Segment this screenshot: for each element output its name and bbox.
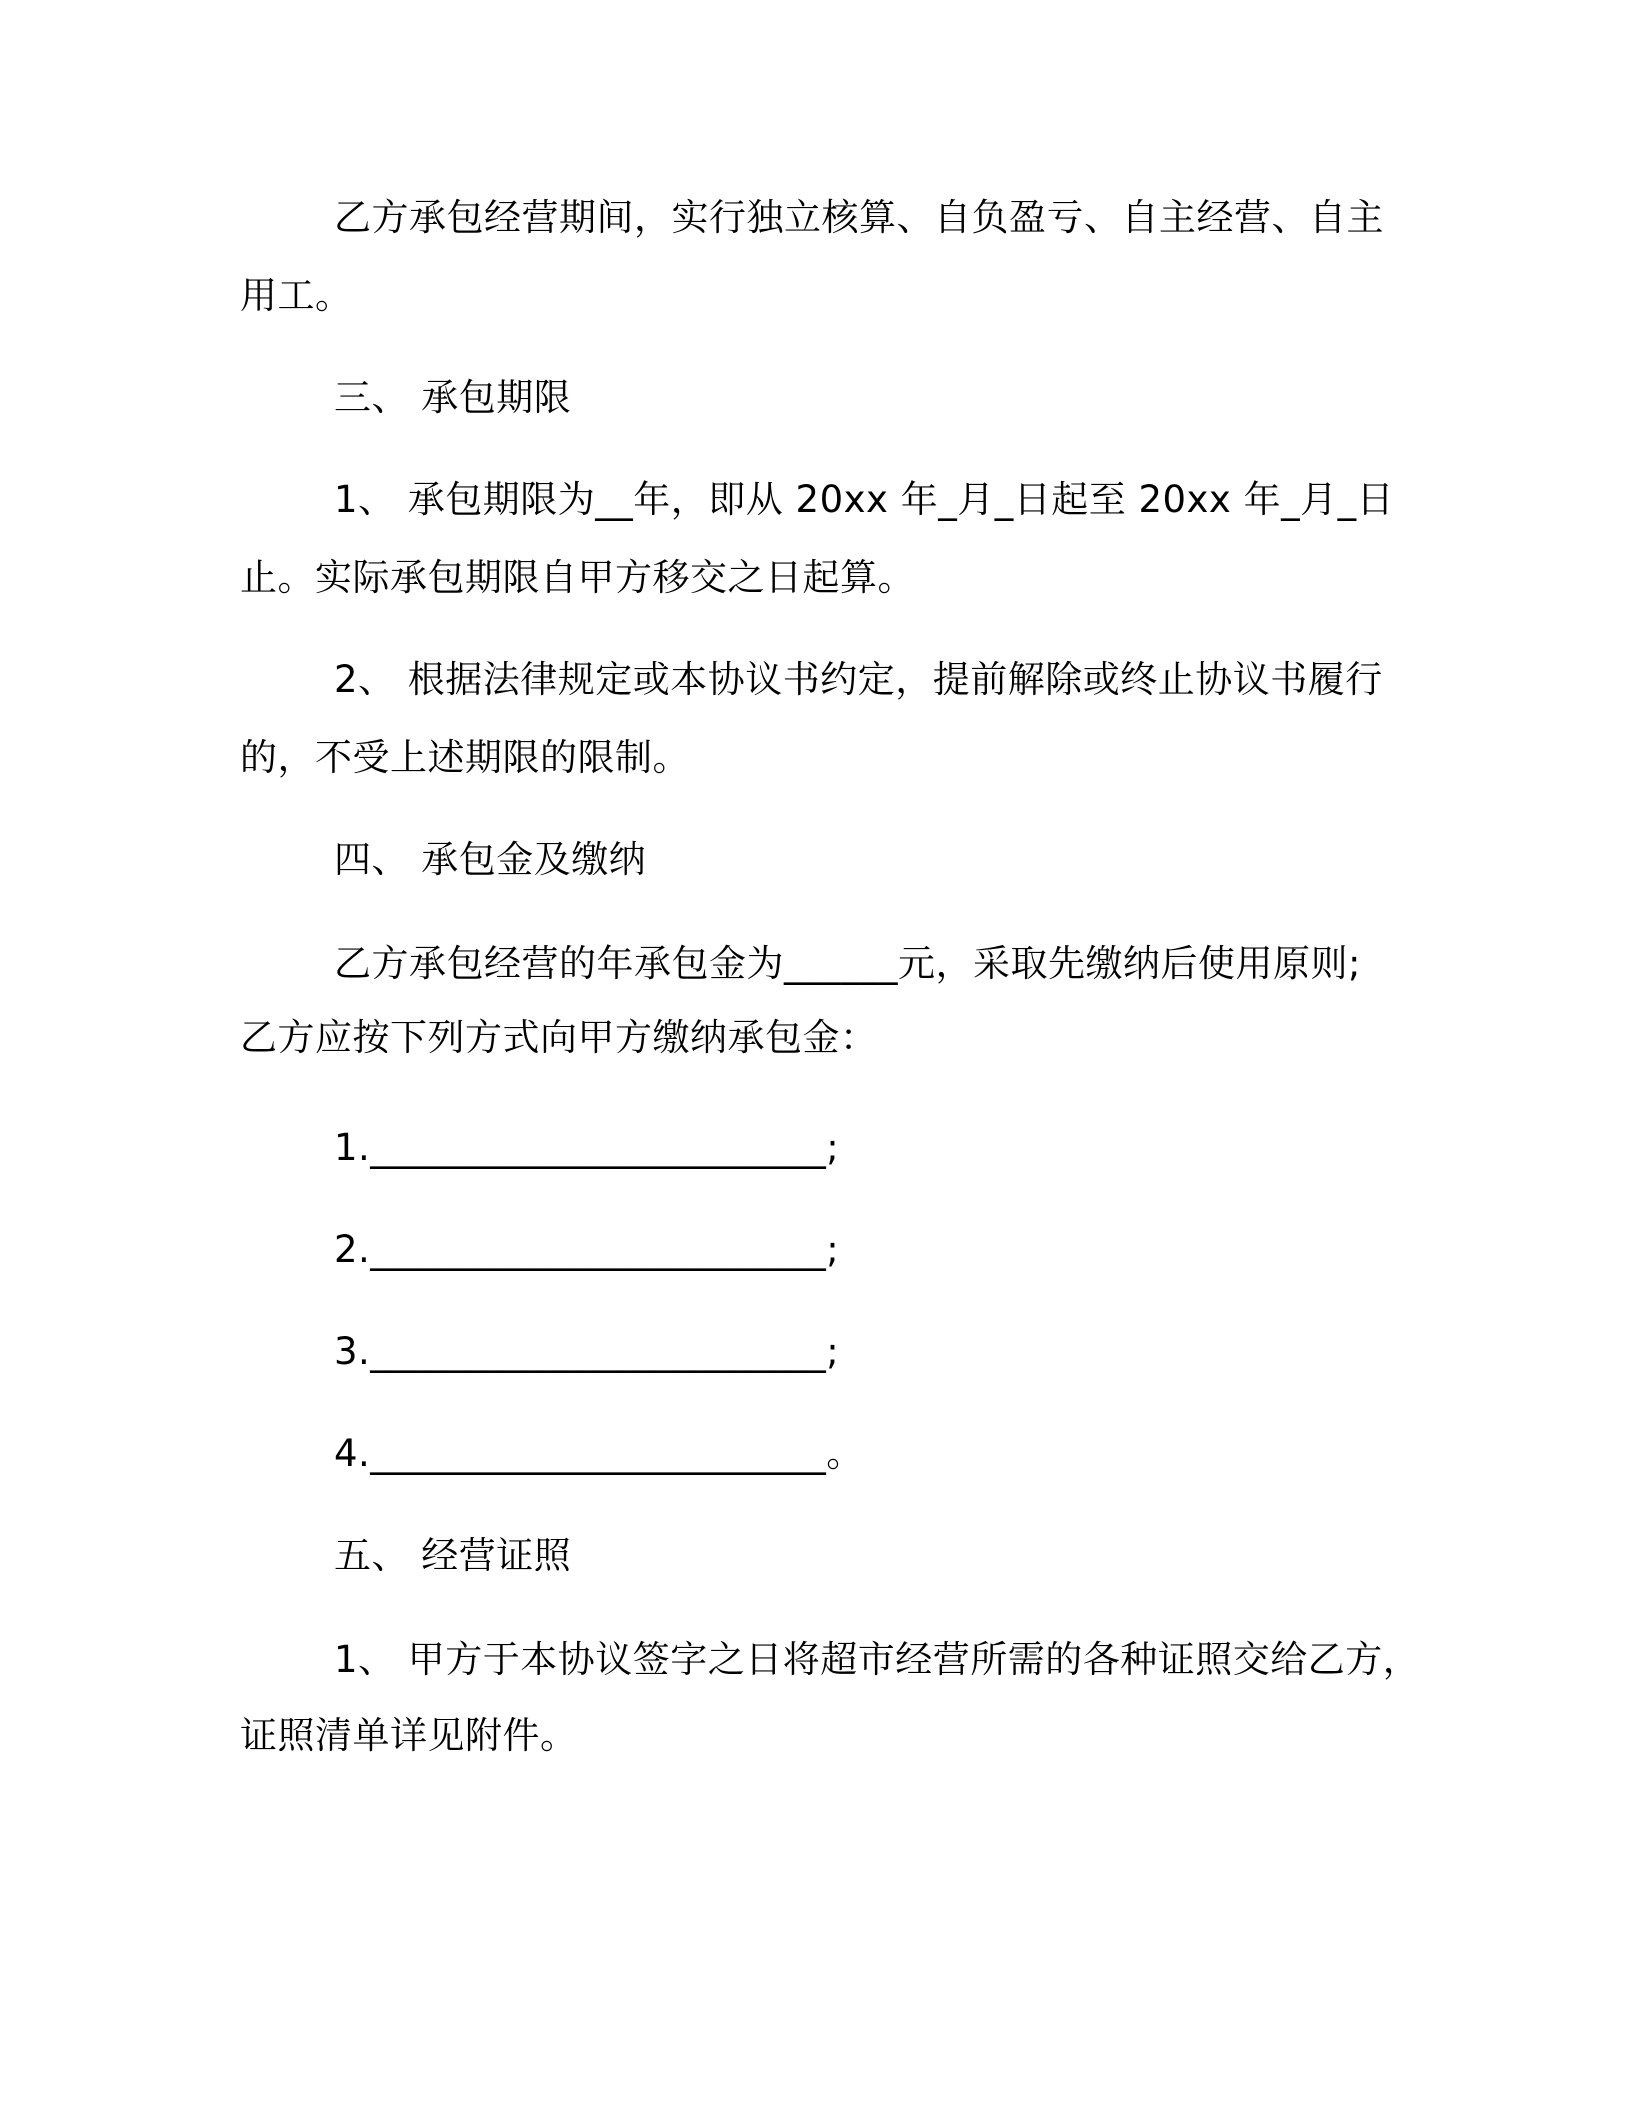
- payment-item-3: 3.________________________;: [334, 1330, 840, 1373]
- paragraph-license-handover-line-2: 证照清单详见附件。: [240, 1714, 578, 1757]
- section-heading-business-licenses: 五、 经营证照: [334, 1534, 572, 1577]
- paragraph-early-termination-line-1: 2、 根据法律规定或本协议书约定，提前解除或终止协议书履行: [334, 658, 1383, 701]
- paragraph-early-termination-line-2: 的，不受上述期限的限制。: [240, 736, 690, 779]
- paragraph-term-duration-line-2: 止。实际承包期限自甲方移交之日起算。: [240, 556, 915, 599]
- section-heading-contract-fee: 四、 承包金及缴纳: [334, 838, 647, 881]
- paragraph-independent-accounting-line-1: 乙方承包经营期间，实行独立核算、自负盈亏、自主经营、自主: [334, 196, 1384, 239]
- paragraph-annual-fee-line-1: 乙方承包经营的年承包金为______元，采取先缴纳后使用原则;: [334, 942, 1361, 985]
- payment-item-4: 4.________________________。: [334, 1432, 864, 1475]
- paragraph-license-handover-line-1: 1、 甲方于本协议签字之日将超市经营所需的各种证照交给乙方，: [334, 1638, 1421, 1681]
- paragraph-annual-fee-line-2: 乙方应按下列方式向甲方缴纳承包金：: [240, 1016, 878, 1059]
- payment-item-1: 1.________________________;: [334, 1126, 840, 1169]
- paragraph-term-duration-line-1: 1、 承包期限为__年，即从 20xx 年_月_日起至 20xx 年_月_日: [334, 478, 1395, 521]
- payment-item-2: 2.________________________;: [334, 1228, 840, 1271]
- section-heading-contract-term: 三、 承包期限: [334, 376, 572, 419]
- paragraph-independent-accounting-line-2: 用工。: [240, 274, 353, 317]
